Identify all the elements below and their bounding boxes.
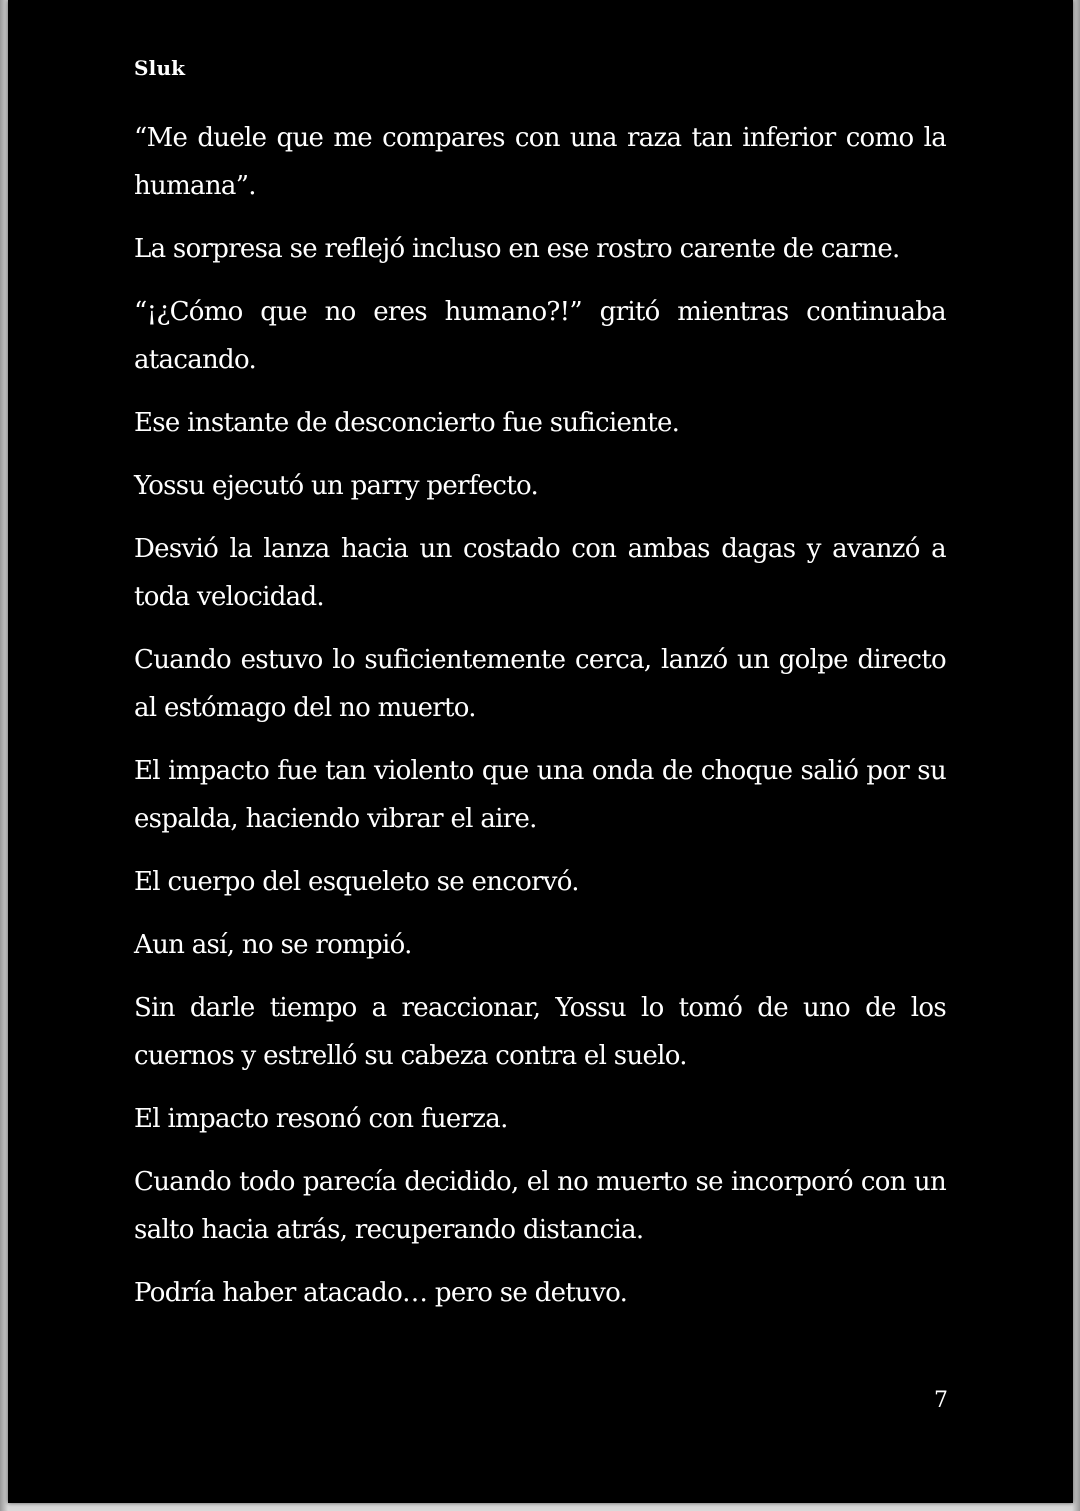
page-number: 7 — [934, 1388, 948, 1413]
paragraph: Cuando todo parecía decidido, el no muerto se incorporó con un salto hacia atrás, recuperando distancia. — [134, 1167, 946, 1245]
paragraph: Ese instante de desconcierto fue suficiente. — [134, 408, 680, 438]
running-head: Sluk — [134, 56, 186, 80]
paragraph: La sorpresa se reflejó incluso en ese rostro carente de carne. — [134, 234, 900, 264]
body-text — [134, 114, 946, 1332]
paragraph: “¡¿Cómo que no eres humano?!” gritó mientras continuaba atacando. — [134, 297, 946, 375]
paragraph: Desvió la lanza hacia un costado con ambas dagas y avanzó a toda velocidad. — [134, 534, 946, 612]
paragraph: Sin darle tiempo a reaccionar, Yossu lo tomó de uno de los cuernos y estrelló su cabeza contra el suelo. — [134, 993, 946, 1071]
paragraph: El impacto resonó con fuerza. — [134, 1104, 508, 1134]
paragraph: El impacto fue tan violento que una onda de choque salió por su espalda, haciendo vibrar el aire. — [134, 756, 946, 834]
paragraph: Podría haber atacado… pero se detuvo. — [134, 1278, 628, 1308]
paragraph: Yossu ejecutó un parry perfecto. — [134, 471, 539, 501]
paragraph: Aun así, no se rompió. — [134, 930, 412, 960]
paragraph: Cuando estuvo lo suficientemente cerca, lanzó un golpe directo al estómago del no muerto. — [134, 645, 946, 723]
paragraph: “Me duele que me compares con una raza tan inferior como la humana”. — [134, 123, 946, 201]
document-page — [8, 0, 1073, 1503]
paragraph: El cuerpo del esqueleto se encorvó. — [134, 867, 579, 897]
